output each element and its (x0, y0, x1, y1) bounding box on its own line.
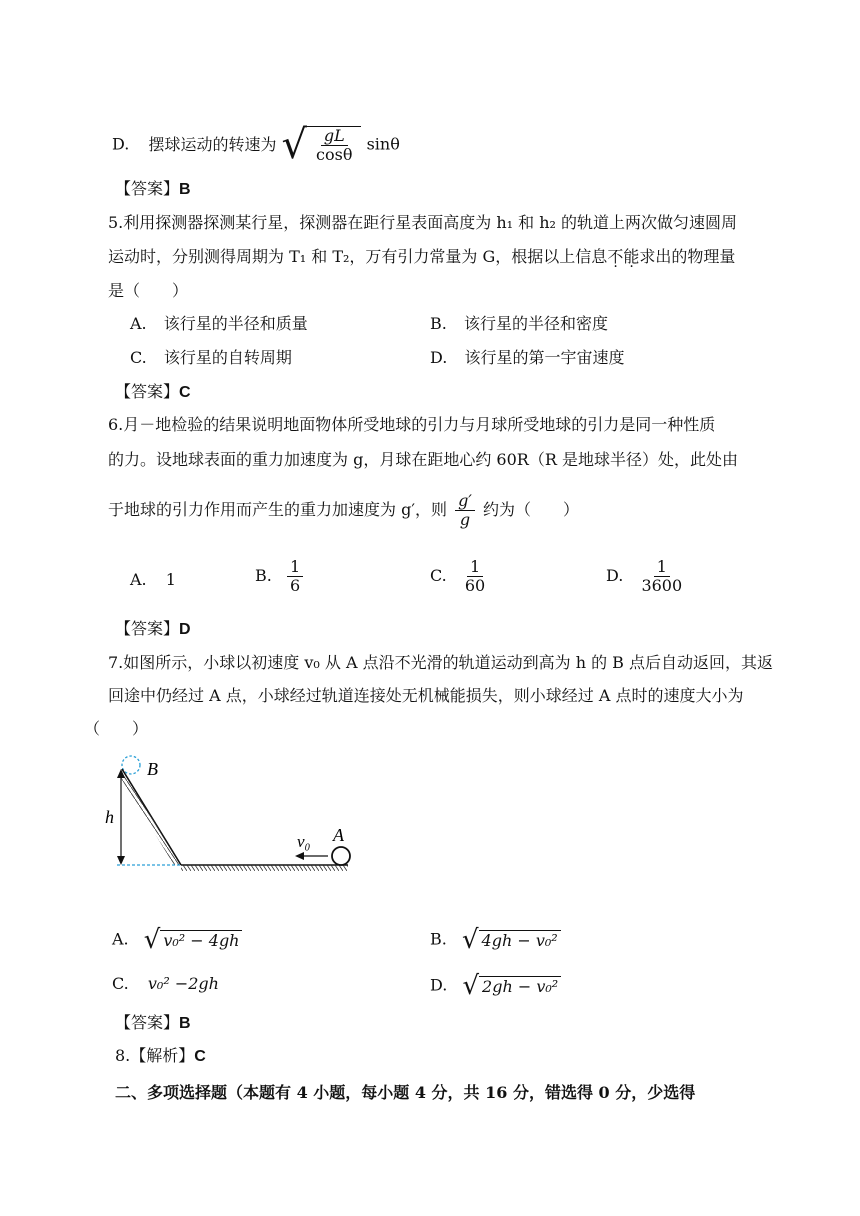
frac-numerator: 1 (654, 558, 670, 577)
q6-option-d (606, 558, 688, 595)
option-label: D. (112, 134, 130, 154)
q5-option-a (130, 313, 308, 335)
q5-option-b (430, 313, 608, 335)
q6-line1: 6.月－地检验的结果说明地面物体所受地球的引力与月球所受地球的引力是同一种性质 (108, 415, 716, 434)
option-value: 1 (165, 570, 176, 589)
answer-value: D (179, 621, 191, 638)
answer-label: 【答案】 (115, 1013, 180, 1032)
section-title: 二、多项选择题（本题有 4 小题，每小题 4 分，共 16 分，错选得 0 分，少选得 (115, 1083, 696, 1102)
q5-line3: 是（ ） (108, 281, 189, 300)
frac-numerator: 1 (287, 558, 303, 577)
emphasis-text: 能 (623, 247, 640, 266)
option-label: B. (430, 929, 447, 949)
option-label: C. (112, 974, 129, 993)
label-b: B (147, 759, 158, 779)
q6-option-c (430, 558, 491, 595)
q7-option-c (112, 973, 219, 995)
q6-line3 (108, 492, 579, 529)
q5-option-d (430, 347, 624, 369)
text: 约为（ ） (483, 500, 580, 519)
option-text: 该行星的第一宇宙速度 (464, 348, 625, 367)
frac-denominator: 6 (289, 576, 301, 595)
option-expression: 2gh − v₀² (479, 976, 561, 997)
frac-denominator: g (459, 510, 471, 529)
label-a: A (333, 825, 344, 845)
answer-label: 【答案】 (115, 179, 180, 198)
q4-option-d (112, 122, 400, 168)
option-expression: v₀² − 4gh (160, 930, 242, 951)
frac-denominator: 3600 (641, 576, 683, 595)
label-h: h (105, 807, 114, 827)
frac-denominator: 60 (464, 576, 486, 595)
q7-line2: 回途中仍经过 A 点，小球经过轨道连接处无机械能损失，则小球经过 A 点时的速度大小为 (108, 686, 744, 705)
q4-answer (115, 178, 191, 201)
q6-answer (115, 618, 191, 641)
frac-numerator: g′ (458, 491, 472, 510)
answer-label: 【答案】 (115, 619, 180, 638)
q5-line2 (108, 246, 735, 268)
sqrt-expression: √ 4gh − v₀² (462, 927, 561, 953)
q6-option-b (255, 558, 306, 595)
ball-b-dashed (122, 756, 140, 774)
ball-a (332, 847, 350, 865)
q6-line2: 的力。设地球表面的重力加速度为 g，月球在距地心约 60R（R 是地球半径）处，此处由 (108, 450, 738, 469)
q7-line1: 7.如图所示，小球以初速度 v₀ 从 A 点沿不光滑的轨道运动到高为 h 的 B 点后自动返回，其返 (108, 653, 774, 672)
answer-value: C (194, 1048, 206, 1065)
option-text: 该行星的半径和密度 (463, 314, 608, 333)
option-suffix: sinθ (366, 134, 400, 154)
q5-line1: 5.利用探测器探测某行星，探测器在距行星表面高度为 h₁ 和 h₂ 的轨道上两次做匀速圆周 (108, 213, 738, 232)
q5-answer (115, 381, 191, 404)
option-text: 该行星的半径和质量 (163, 314, 308, 333)
option-label: D. (430, 348, 448, 367)
answer-value: C (179, 384, 191, 401)
frac-numerator: 1 (467, 558, 483, 577)
option-expression: 4gh − v₀² (479, 930, 561, 951)
q7-answer (115, 1012, 191, 1035)
q7-option-a (112, 927, 242, 953)
answer-label: 【答案】 (115, 382, 180, 401)
option-label: B. (255, 566, 272, 585)
option-label: A. (130, 314, 147, 333)
label-v0: v₀ (297, 832, 311, 851)
q8-answer (115, 1045, 206, 1068)
q7-line3: （ ） (84, 719, 149, 738)
frac-denominator: cosθ (316, 145, 353, 164)
sqrt-expression: √ $\frac{gL}{\cos\theta}$ (282, 125, 362, 165)
text: 运动时，分别测得周期为 T₁ 和 T₂，万有引力常量为 G，根据以上信息 (108, 247, 608, 266)
option-label: A. (130, 570, 147, 589)
option-text: 摆球运动的转速为 (148, 134, 277, 154)
frac-numerator: gL (323, 126, 345, 145)
q7-figure (95, 745, 365, 875)
emphasis-text: 不 (607, 247, 624, 266)
q5-option-c (130, 347, 292, 369)
option-label: D. (606, 566, 624, 585)
text: 于地球的引力作用而产生的重力加速度为 g′，则 (108, 500, 447, 519)
sqrt-expression: √ v₀² − 4gh (144, 927, 243, 953)
option-label: B. (430, 314, 447, 333)
answer-label: 8.【解析】 (115, 1046, 195, 1065)
option-text: 该行星的自转周期 (163, 348, 292, 367)
sqrt-expression: √ 2gh − v₀² (462, 973, 561, 999)
option-label: D. (430, 975, 448, 995)
option-label: C. (430, 566, 447, 585)
q6-option-a (130, 569, 176, 591)
option-label: A. (112, 929, 129, 949)
text: 求出的物理量 (639, 247, 736, 266)
option-label: C. (130, 348, 147, 367)
answer-value: B (179, 1015, 191, 1032)
q7-option-b (430, 927, 561, 953)
q7-option-d (430, 973, 561, 999)
answer-value: B (179, 181, 191, 198)
option-expression: v₀² −2gh (147, 974, 219, 993)
